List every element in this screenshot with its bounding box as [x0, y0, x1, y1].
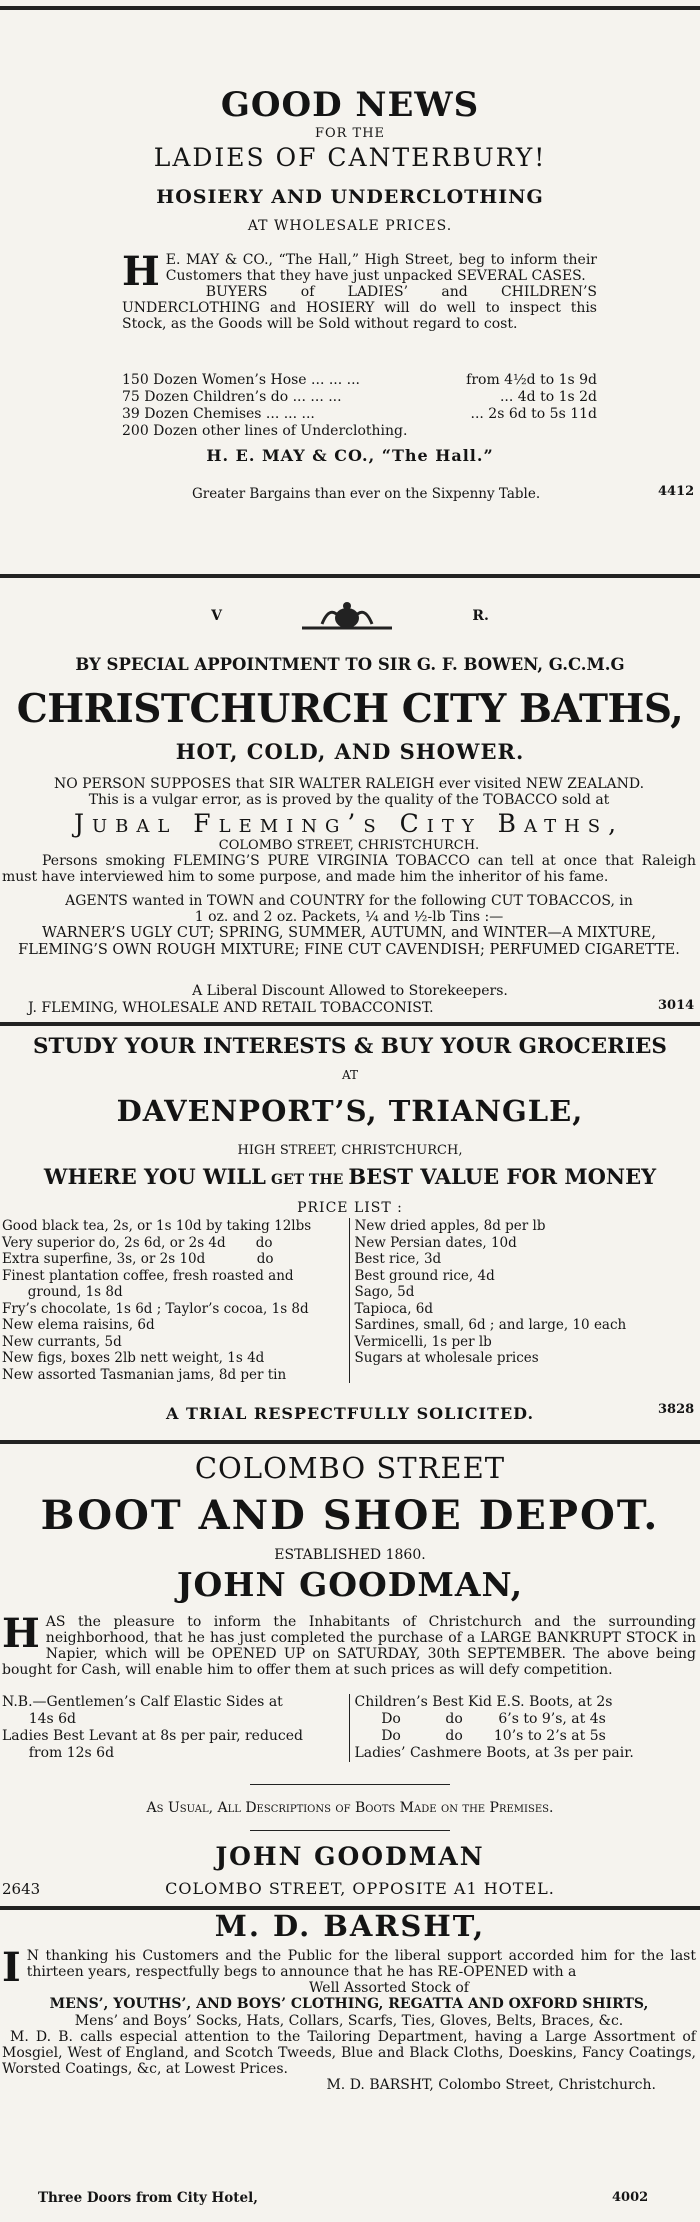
ad3-ref: 3828 [658, 1402, 695, 1417]
ad5-signature: M. D. BARSHT, Colombo Street, Christchurch. [326, 2077, 656, 2093]
ad1-buyers: BUYERS of LADIES’ and CHILDREN’S UNDERCLOTHING and HOSIERY will do well to inspect this Stock, as the Goods will be Sold without regard to cost. [122, 284, 597, 332]
ad2-body [2, 776, 696, 959]
ad1-intro [122, 248, 597, 332]
list-item: Best ground rice, 4d [354, 1267, 495, 1284]
ad2-appointment: BY SPECIAL APPOINTMENT TO SIR G. F. BOWEN, G.C.M.G [75, 655, 625, 674]
ad1-wholesale: AT WHOLESALE PRICES. [247, 218, 453, 234]
list-item: Very superior do, 2s 6d, or 2s 4d do [2, 1234, 273, 1251]
ad3-right-column [355, 1218, 697, 1383]
short-rule [250, 1830, 450, 1831]
list-item: New Persian dates, 10d [354, 1234, 517, 1251]
ad4-name2: JOHN GOODMAN [215, 1842, 485, 1871]
list-item: 14s 6d [2, 1711, 77, 1727]
ad4-left-column [2, 1694, 344, 1762]
ad1-signature: H. E. MAY & CO., “The Hall.” [206, 446, 494, 465]
ad5-ref: 4002 [612, 2190, 649, 2205]
list-item: New dried apples, 8d per lb [354, 1218, 546, 1234]
ad3-where-a: WHERE YOU WILL [43, 1164, 266, 1189]
ad2-royal-crest [0, 600, 700, 640]
ad1-ladies: LADIES OF CANTERBURY! [153, 143, 547, 172]
ad1-bargains: Greater Bargains than ever on the Sixpenny Table. [192, 486, 541, 502]
ad3-price-table [2, 1218, 696, 1383]
ad3-where-b: GET THE [271, 1172, 344, 1188]
list-item: Extra superfine, 3s, or 2s 10d do [2, 1251, 274, 1267]
ad5-dropcap: I [2, 1944, 21, 1991]
ad4-as-usual: As Usual, All Descriptions of Boots Made on the Premises. [146, 1800, 554, 1816]
list-item: Finest plantation coffee, fresh roasted and [2, 1267, 294, 1284]
ad1-hosiery: HOSIERY AND UNDERCLOTHING [156, 186, 544, 208]
ad2-agents2: 1 oz. and 2 oz. Packets, ¼ and ½-lb Tins :— [194, 909, 504, 925]
ad2-title: CHRISTCHURCH CITY BATHS, [16, 686, 684, 732]
ad3-where [0, 1164, 700, 1189]
ad2-para1b: This is a vulgar error, as is proved by the quality of the TOBACCO sold at [88, 792, 610, 808]
short-rule [250, 1784, 450, 1785]
column-divider [349, 1218, 350, 1383]
list-item: 39 Dozen Chemises ... ... ... ... 2s 6d to 5s 11d [122, 406, 597, 422]
list-item: Ladies’ Cashmere Boots, at 3s per pair. [354, 1745, 634, 1761]
top-rule [0, 6, 700, 10]
list-item: ground, 1s 8d [2, 1284, 123, 1300]
ad4-established: ESTABLISHED 1860. [274, 1547, 426, 1563]
list-item: Tapioca, 6d [354, 1300, 434, 1317]
ad2-warner: WARNER’S UGLY CUT; SPRING, SUMMER, AUTUMN, and WINTER—A MIXTURE, FLEMING’S OWN ROUGH MIXTURE; FINE CUT CAVENDISH; PERFUMED CIGARETTE. [18, 925, 680, 958]
section-rule [0, 574, 700, 578]
ad4-ref: 2643 [2, 1880, 41, 1898]
list-item: Good black tea, 2s, or 1s 10d by taking 12lbs [2, 1218, 312, 1234]
ad4-price-table [2, 1694, 696, 1762]
list-item: 75 Dozen Children’s do ... ... ... ... 4d to 1s 2d [122, 389, 597, 405]
ad5-socks: Mens’ and Boys’ Socks, Hats, Collars, Scarfs, Ties, Gloves, Belts, Braces, &c. [74, 2013, 624, 2029]
list-item: Sardines, small, 6d ; and large, 10 each [354, 1317, 627, 1333]
ad3-trial: A TRIAL RESPECTFULLY SOLICITED. [165, 1404, 535, 1423]
ad4-right-column [355, 1694, 697, 1762]
ad2-agents1: AGENTS wanted in TOWN and COUNTRY for the following CUT TOBACCOS, in [65, 893, 633, 909]
ad2-discount: A Liberal Discount Allowed to Storekeepers. [192, 983, 508, 999]
list-item: Best rice, 3d [354, 1251, 442, 1267]
ad3-at: AT [341, 1068, 358, 1082]
list-item: Ladies Best Levant at 8s per pair, reduced [2, 1728, 304, 1744]
list-item: Fry’s chocolate, 1s 6d ; Taylor’s cocoa, 1s 8d [2, 1300, 309, 1317]
ad2-para2: Persons smoking FLEMING’S PURE VIRGINIA TOBACCO can tell at once that Raleigh must have interviewed him to some purpose, and made him the inheritor of his fame. [2, 853, 696, 885]
list-item: Sugars at wholesale prices [354, 1350, 539, 1366]
ad1-intro-line1: E. MAY & CO., “The Hall,” High Street, beg to [165, 252, 505, 268]
ad2-jubal: Jubal Fleming’s City Baths, [73, 809, 625, 838]
ad4-colombo: COLOMBO STREET [194, 1451, 506, 1485]
ad2-ref: 3014 [658, 998, 695, 1013]
list-item: New currants, 5d [2, 1333, 122, 1350]
ad4-address: COLOMBO STREET, OPPOSITE A1 HOTEL. [165, 1879, 555, 1898]
ad2-r: R. [472, 608, 489, 624]
list-item: New figs, boxes 2lb nett weight, 1s 4d [2, 1350, 265, 1366]
ad1-dropcap: H [122, 248, 160, 295]
list-item: New elema raisins, 6d [2, 1317, 155, 1333]
ad4-name: JOHN GOODMAN, [176, 1565, 524, 1604]
ad1-intro-rest: inform their Customers that they have just unpacked SEVERAL CASES. [165, 252, 597, 284]
ad5-mens: MENS’, YOUTHS’, AND BOYS’ CLOTHING, REGATTA AND OXFORD SHIRTS, [49, 1996, 649, 2012]
list-item: N.B.—Gentlemen’s Calf Elastic Sides at [2, 1694, 283, 1710]
ad3-study: STUDY YOUR INTERESTS & BUY YOUR GROCERIES [33, 1034, 667, 1059]
ad5-well: Well Assorted Stock of [309, 1980, 469, 1996]
ad5-title: M. D. BARSHT, [214, 1909, 486, 1943]
royal-arms-icon [292, 600, 402, 632]
ad4-para-block [2, 1610, 696, 1678]
column-divider [349, 1694, 350, 1762]
list-item: Vermicelli, 1s per lb [354, 1333, 492, 1350]
ad5-mdb: M. D. B. calls especial attention to the Tailoring Department, having a Large Assortment of Mosgiel, West of England, and Scotch Tweeds, Blue and Black Cloths, Doeskins, Fancy Coatings, Worsted Coatings, &c, at Lowest Prices. [2, 2029, 696, 2077]
list-item: 200 Dozen other lines of Underclothing. [122, 423, 408, 439]
ad2-v: V [211, 608, 222, 624]
ad2-para1a: NO PERSON SUPPOSES that SIR WALTER RALEIGH ever visited NEW ZEALAND. [53, 776, 645, 792]
ad4-title: BOOT AND SHOE DEPOT. [40, 1492, 660, 1539]
ad3-price-list: PRICE LIST : [297, 1200, 403, 1216]
ad4-para: AS the pleasure to inform the Inhabitants of Christchurch and the surrounding neighborhood, that he has just completed the purchase of a LARGE BANKRUPT STOCK in Napier, which will be OPENED UP on SATURDAY, 30th SEPTEMBER. The above being bought for Cash, will enable him to offer them at such prices as will defy competition. [2, 1614, 696, 1678]
list-item: 150 Dozen Women’s Hose ... ... ... from 4½d to 1s 9d [122, 372, 597, 388]
ad2-colombo: COLOMBO STREET, CHRISTCHURCH. [218, 838, 480, 853]
list-item: Do do 6’s to 9’s, at 4s [354, 1711, 606, 1727]
ad1-ref: 4412 [658, 484, 695, 499]
ad1-title: GOOD NEWS [220, 85, 480, 125]
ad3-left-column [2, 1218, 344, 1383]
section-rule [0, 1440, 700, 1444]
section-rule [0, 1022, 700, 1026]
list-item: Do do 10’s to 2’s at 5s [354, 1728, 606, 1744]
list-item: Sago, 5d [354, 1284, 415, 1300]
ad3-where-c: BEST VALUE FOR MONEY [348, 1164, 657, 1189]
ad3-address: HIGH STREET, CHRISTCHURCH, [237, 1143, 463, 1158]
ad5-three-doors: Three Doors from City Hotel, [38, 2190, 258, 2206]
ad5-body [2, 1944, 696, 2093]
ad5-para: N thanking his Customers and the Public for the liberal support accorded him for the last thirteen years, respectfully begs to announce that he has RE-OPENED with a [26, 1948, 696, 1980]
ad2-fleming: J. FLEMING, WHOLESALE AND RETAIL TOBACCONIST. [28, 1000, 434, 1016]
list-item: from 12s 6d [2, 1745, 115, 1761]
ad2-sub: HOT, COLD, AND SHOWER. [175, 739, 525, 764]
ad1-items [122, 372, 597, 440]
ad1-for-the: FOR THE [314, 126, 386, 141]
ad3-title: DAVENPORT’S, TRIANGLE, [116, 1094, 584, 1128]
list-item: New assorted Tasmanian jams, 8d per tin [2, 1366, 287, 1383]
ad4-dropcap: H [2, 1610, 40, 1657]
list-item: Children’s Best Kid E.S. Boots, at 2s [354, 1694, 613, 1710]
